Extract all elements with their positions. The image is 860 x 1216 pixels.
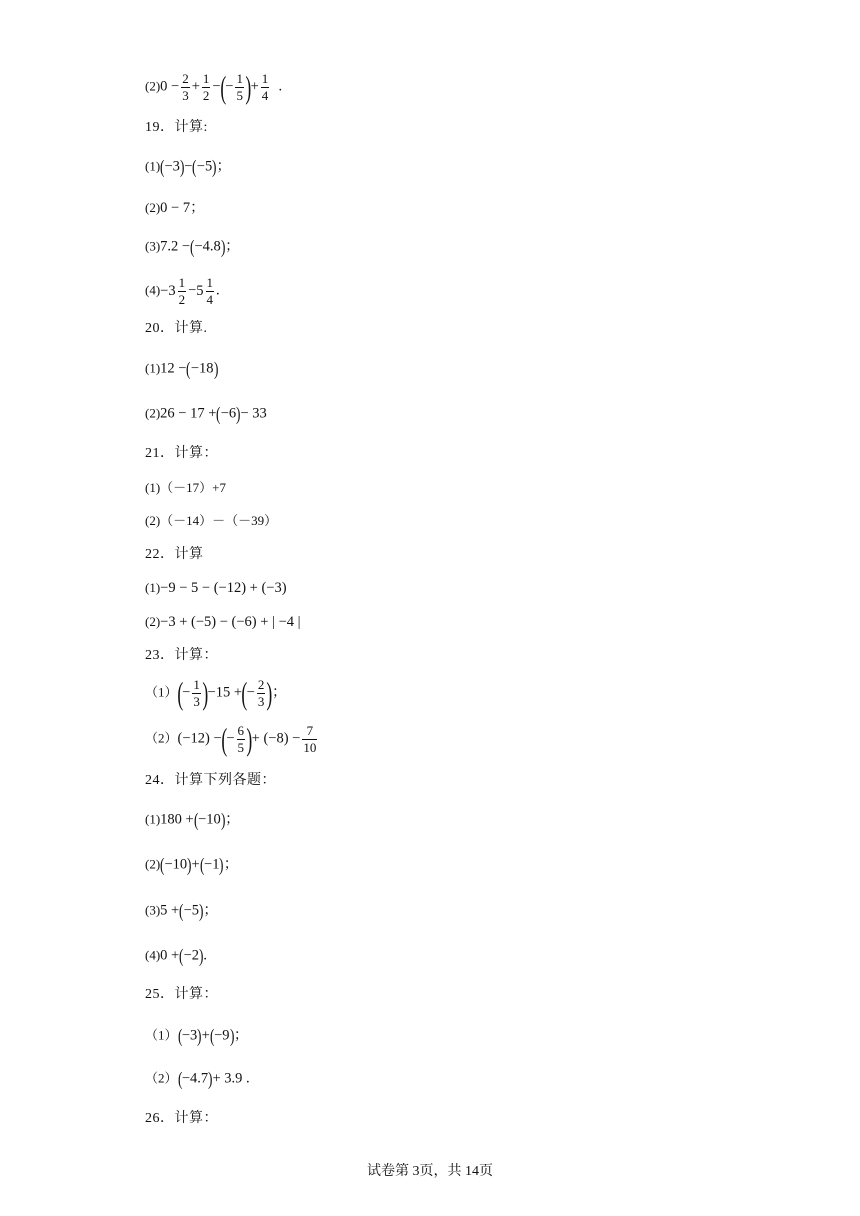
- q19-part1: (1)(−3)−(−5)；: [145, 157, 232, 178]
- q22-title: 22．计算: [145, 547, 204, 562]
- fraction: $\frac{1}{3}$: [193, 677, 200, 709]
- q23-part1: （1）(− $\frac{1}{3}$ )−15 +(− $\frac{2}{3}$ )；: [145, 674, 287, 711]
- q20-part2: (2)26 − 17 +(−6)− 33: [145, 404, 267, 425]
- part-label: （1）: [145, 684, 178, 700]
- q19-part4: (4) −3 1 2 − 5 1 4 .: [145, 275, 220, 307]
- q23-title: 23．计算：: [145, 648, 218, 663]
- q25-title: 25．计算：: [145, 987, 218, 1002]
- part-label: (2): [145, 200, 161, 215]
- q24-title: 24．计算下列各题：: [145, 773, 276, 788]
- part-label: （1）: [145, 1027, 178, 1043]
- q25-part1: （1）(−3)+(−9)；: [145, 1026, 249, 1047]
- part-label: (1): [145, 580, 161, 595]
- fraction: 1 4: [206, 275, 214, 307]
- q22-part2: (2)−3 + (−5) − (−6) + | −4 |: [145, 614, 301, 630]
- q19-part2: (2)0 − 7；: [145, 200, 205, 216]
- part-label: (1): [145, 811, 161, 827]
- fraction: $\frac{1}{5}$: [236, 71, 243, 103]
- q18-part2: (2)0 − $\frac{2}{3}$ + $\frac{1}{2}$ −(− $\frac{1}{5}$ )+ $\frac{1}{4}$ .: [145, 68, 283, 105]
- q20-title: 20．计算.: [145, 321, 208, 336]
- q24-part4: (4)0 +(−2).: [145, 946, 207, 967]
- fraction: $\frac{1}{4}$: [261, 71, 269, 103]
- fraction: $\frac{2}{3}$: [257, 677, 265, 709]
- q24-part2: (2)(−10)+(−1)；: [145, 855, 239, 876]
- part-label: (3): [145, 238, 161, 254]
- q20-part1: (1)12 −(−18): [145, 359, 218, 380]
- part-label: （2）: [145, 1070, 178, 1086]
- q24-part3: (3)5 +(−5)；: [145, 901, 218, 922]
- part-label: （2）: [145, 730, 178, 746]
- q19-part3: (3)7.2 −(−4.8)；: [145, 237, 240, 258]
- q26-title: 26．计算：: [145, 1111, 218, 1126]
- part-label: (3): [145, 902, 161, 918]
- part-label: (4): [145, 282, 161, 298]
- q21-part2: (2)（－14）－（－39）: [145, 513, 278, 528]
- fraction: $\frac{7}{10}$: [303, 723, 317, 755]
- q22-part1: (1)−9 − 5 − (−12) + (−3): [145, 580, 287, 596]
- q19-title: 19．计算:: [145, 120, 208, 135]
- page-footer: 试卷第 3页，共 14页: [367, 1164, 493, 1179]
- q24-part1: (1)180 +(−10)；: [145, 810, 240, 831]
- fraction: $\frac{1}{2}$: [202, 71, 210, 103]
- part-label: (2): [145, 614, 161, 629]
- q25-part2: （2）(−4.7)+ 3.9 .: [145, 1069, 250, 1090]
- part-label: (1): [145, 158, 161, 174]
- q21-title: 21．计算：: [145, 446, 218, 461]
- part-label: (4): [145, 947, 161, 963]
- fraction: $\frac{6}{5}$: [237, 723, 244, 755]
- part-label: (1): [145, 360, 161, 376]
- part-label: (2): [145, 405, 161, 421]
- q18-part2-label: (2): [145, 78, 161, 94]
- fraction: $\frac{2}{3}$: [182, 71, 189, 103]
- q21-part1: (1)（－17）+7: [145, 480, 226, 495]
- part-label: (2): [145, 856, 161, 872]
- q23-part2: （2）(−12) −(− $\frac{6}{5}$ )+ (−8) − $\frac{7}{10}$: [145, 720, 317, 757]
- fraction: 1 2: [178, 275, 186, 307]
